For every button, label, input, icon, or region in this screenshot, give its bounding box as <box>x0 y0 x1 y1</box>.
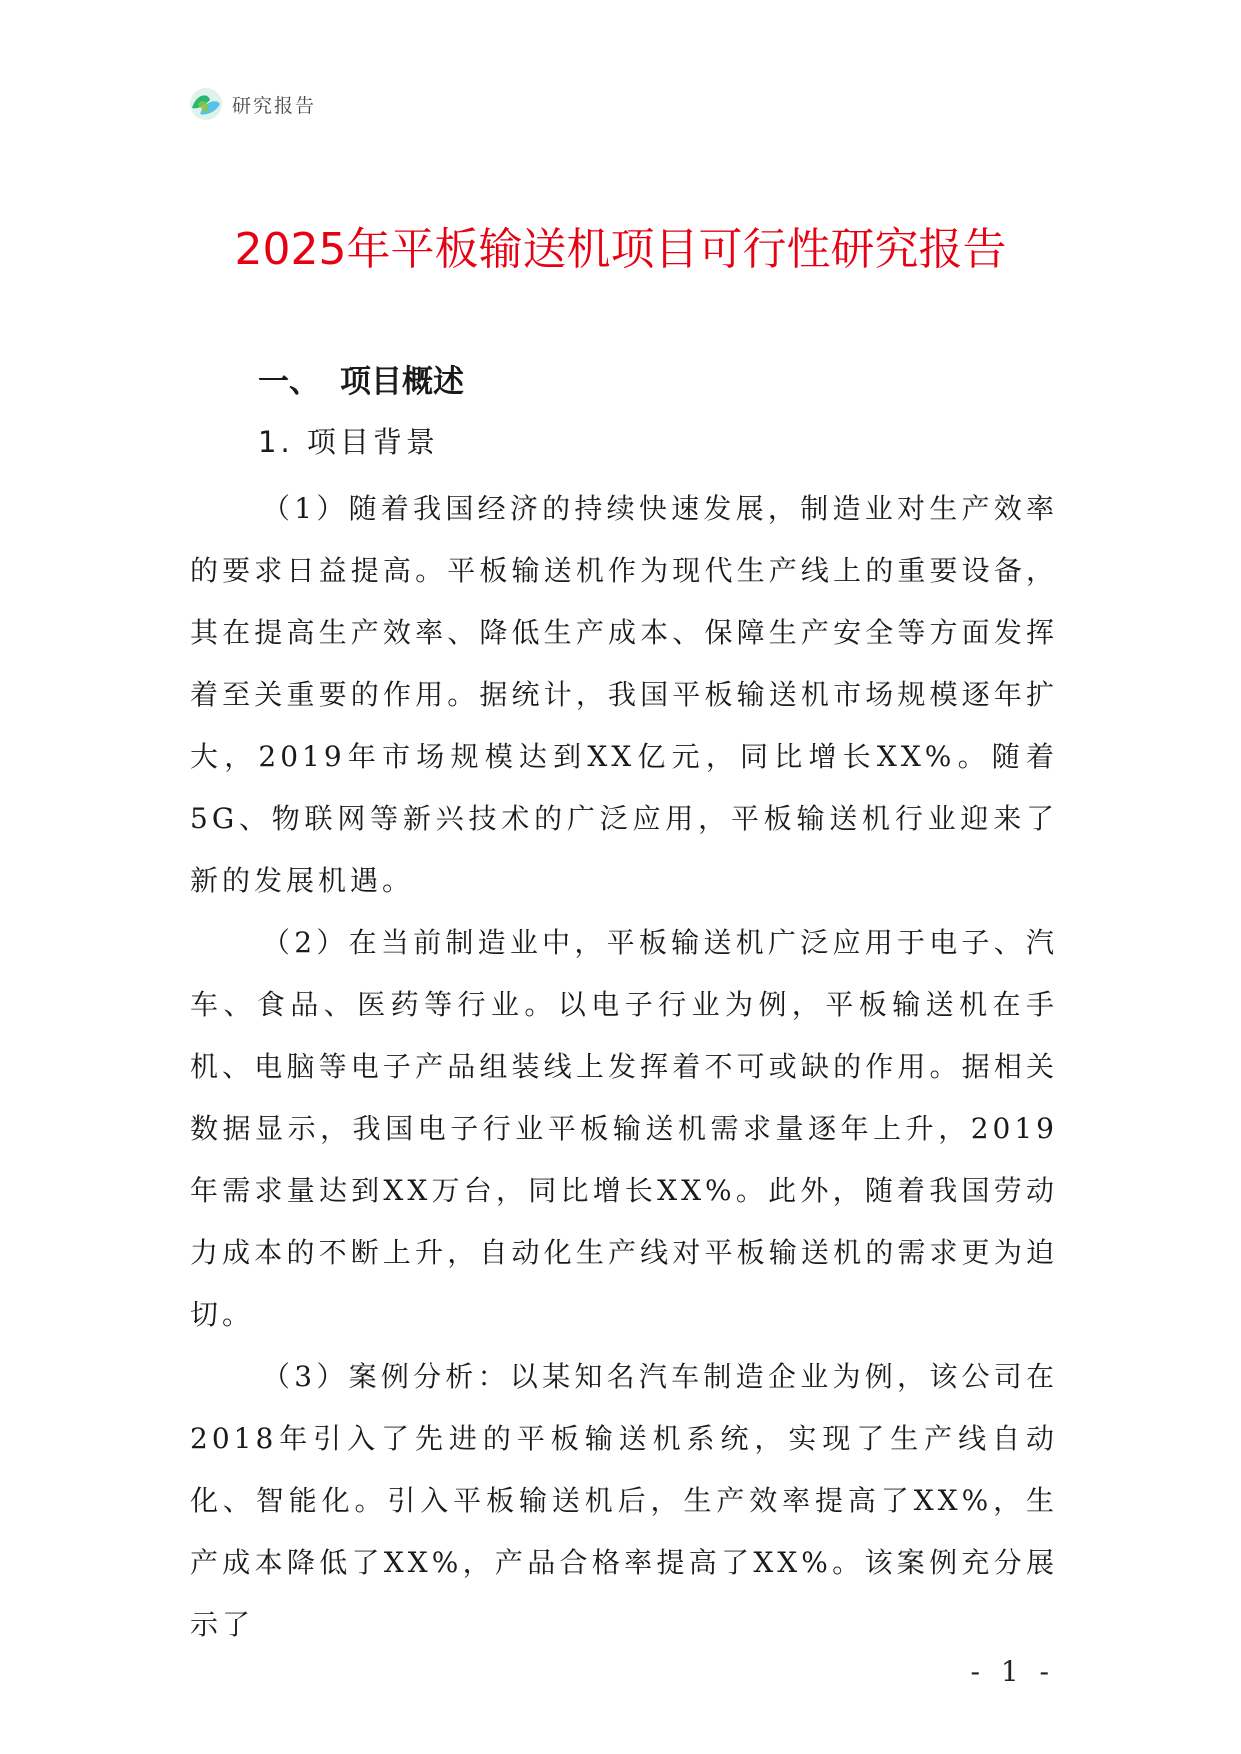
section-title: 项目概述 <box>340 364 464 400</box>
paragraph-3: （3）案例分析：以某知名汽车制造企业为例，该公司在2018年引入了先进的平板输送机系统，实现了生产线自动化、智能化。引入平板输送机后，生产效率提高了XX%，生产成本降低了XX%，产品合格率提高了XX%。该案例充分展示了 <box>190 1360 1058 1641</box>
body-text <box>190 478 1058 1656</box>
page-header <box>188 86 316 122</box>
page-number: - 1 - <box>970 1655 1055 1688</box>
leaf-logo-icon <box>188 86 224 122</box>
section-number: 一、 <box>258 364 320 400</box>
paragraph-1: （1）随着我国经济的持续快速发展，制造业对生产效率的要求日益提高。平板输送机作为现代生产线上的重要设备，其在提高生产效率、降低生产成本、保障生产安全等方面发挥着至关重要的作用。据统计，我国平板输送机市场规模逐年扩大，2019年市场规模达到XX亿元，同比增长XX%。随着5G、物联网等新兴技术的广泛应用，平板输送机行业迎来了新的发展机遇。 <box>190 492 1058 897</box>
document-title: 2025年平板输送机项目可行性研究报告 <box>234 224 1007 275</box>
paragraph-2: （2）在当前制造业中，平板输送机广泛应用于电子、汽车、食品、医药等行业。以电子行业为例，平板输送机在手机、电脑等电子产品组装线上发挥着不可或缺的作用。据相关数据显示，我国电子行业平板输送机需求量逐年上升，2019年需求量达到XX万台，同比增长XX%。此外，随着我国劳动力成本的不断上升，自动化生产线对平板输送机的需求更为迫切。 <box>190 926 1058 1331</box>
subsection-heading: 1. 项目背景 <box>258 425 439 459</box>
section-heading <box>258 360 464 404</box>
header-label: 研究报告 <box>232 94 317 117</box>
